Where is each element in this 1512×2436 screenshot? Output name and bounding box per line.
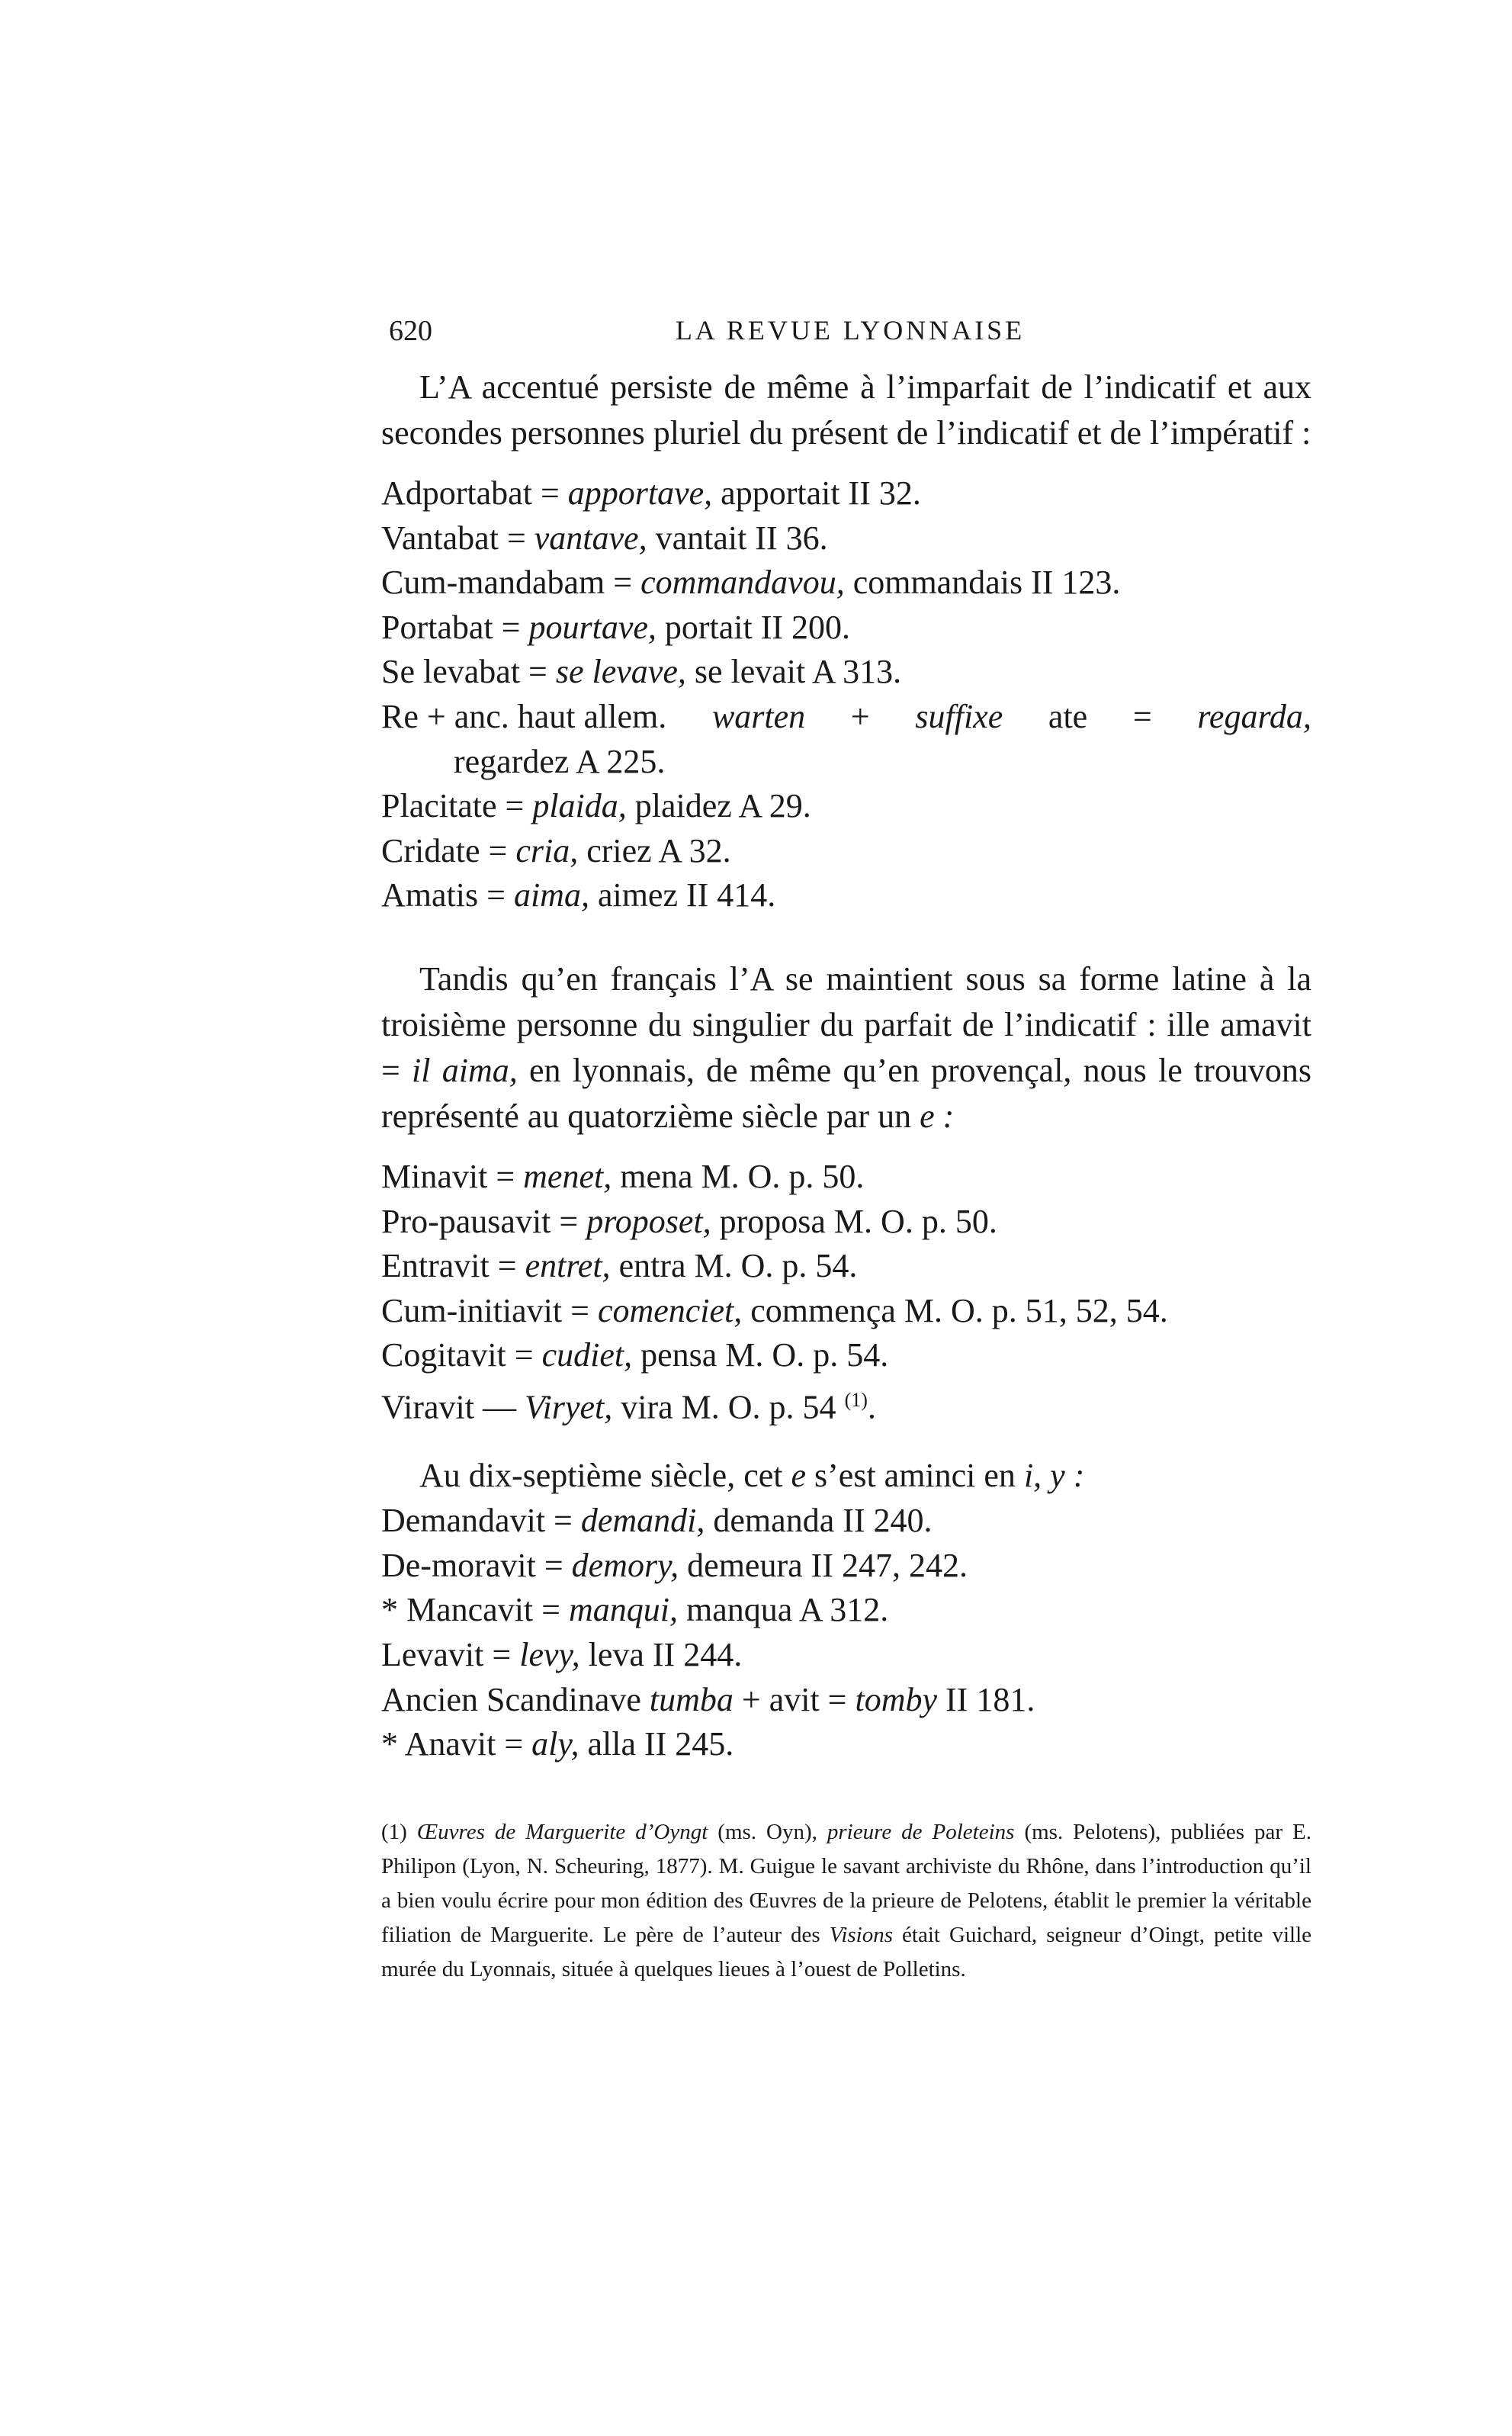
running-title: LA REVUE LYONNAISE [675,315,1026,345]
list-item: Cridate = cria, criez A 32. [381,831,731,869]
paragraph-1: L’A accentué persiste de même à l’imparfait de l’indicatif et aux secondes personnes pluriel du présent de l’indicatif et de l’impératif : [381,368,1311,452]
list-item: Demandavit = demandi, demanda II 240. [381,1502,933,1540]
list-item: Vantabat = vantave, vantait II 36. [381,519,828,557]
footnote-ref: (1) [844,1388,868,1411]
paragraph-2: Tandis qu’en français l’A se maintient sous sa forme latine à la troisième personne du singulier du parfait de l’indicatif : ille amavit = il aima, en lyonnais, de même qu’en provençal, nous le trouvons représenté au quatorzième siècle par un e : [381,959,1311,1135]
list-item: Cum-mandabam = commandavou, commandais II 123. [381,564,1121,602]
list-item: Minavit = menet, mena M. O. p. 50. [381,1157,865,1195]
list-item: Cum-initiavit = comenciet, commença M. O. p. 51, 52, 54. [381,1291,1168,1329]
example-list-1 [381,471,1311,918]
footnote [381,1815,1311,1987]
list-item: Placitate = plaida, plaidez A 29. [381,787,811,825]
paragraph-3: Au dix-septième siècle, cet e s’est aminci en i, y : [419,1457,1085,1495]
list-item: Entravit = entret, entra M. O. p. 54. [381,1247,858,1285]
list-item: Se levabat = se levave, se levait A 313. [381,653,902,691]
list-item: Pro-pausavit = proposet, proposa M. O. p. 50. [381,1202,997,1240]
list-item: De-moravit = demory, demeura II 247, 242. [381,1546,968,1584]
list-item: Levavit = levy, leva II 244. [381,1635,743,1673]
footnote-text: (1) Œuvres de Marguerite d’Oyngt (ms. Oyn), prieure de Poleteins (ms. Pelotens), publiées par E. Philipon (Lyon, N. Scheuring, 1877). M. Guigue le savant archiviste du Rhône, dans l’introduction qu’il a bien voulu écrire pour mon édition des Œuvres de la prieure de Pelotens, établit le premier la véritable filiation de Marguerite. Le père de l’auteur des Visions était Guichard, seigneur d’Oingt, petite ville murée du Lyonnais, située à quelques lieues à l’ouest de Polletins. [381,1820,1311,1981]
list-item: Portabat = pourtave, portait II 200. [381,608,851,646]
list-item: * Anavit = aly, alla II 245. [381,1725,734,1763]
page-header [389,314,1311,360]
list-item: Amatis = aima, aimez II 414. [381,876,776,914]
list-item: Cogitavit = cudiet, pensa M. O. p. 54. [381,1336,889,1374]
example-list-2 [381,1155,1311,1430]
main-text [381,365,1311,1767]
list-item: Ancien Scandinave tumba + avit = tomby II 181. [381,1680,1035,1718]
example-list-3 [381,1499,1311,1767]
list-item: Adportabat = apportave, apportait II 32. [381,474,921,512]
list-item: Viravit — Viryet, vira M. O. p. 54 $^{(1)}$. [381,1388,876,1426]
list-item: * Mancavit = manqui, manqua A 312. [381,1591,889,1629]
page-number: 620 [389,315,432,347]
list-item: Re + anc. haut allem. warten + suffixe ate = regarda, regardez A 225. [381,697,1311,780]
